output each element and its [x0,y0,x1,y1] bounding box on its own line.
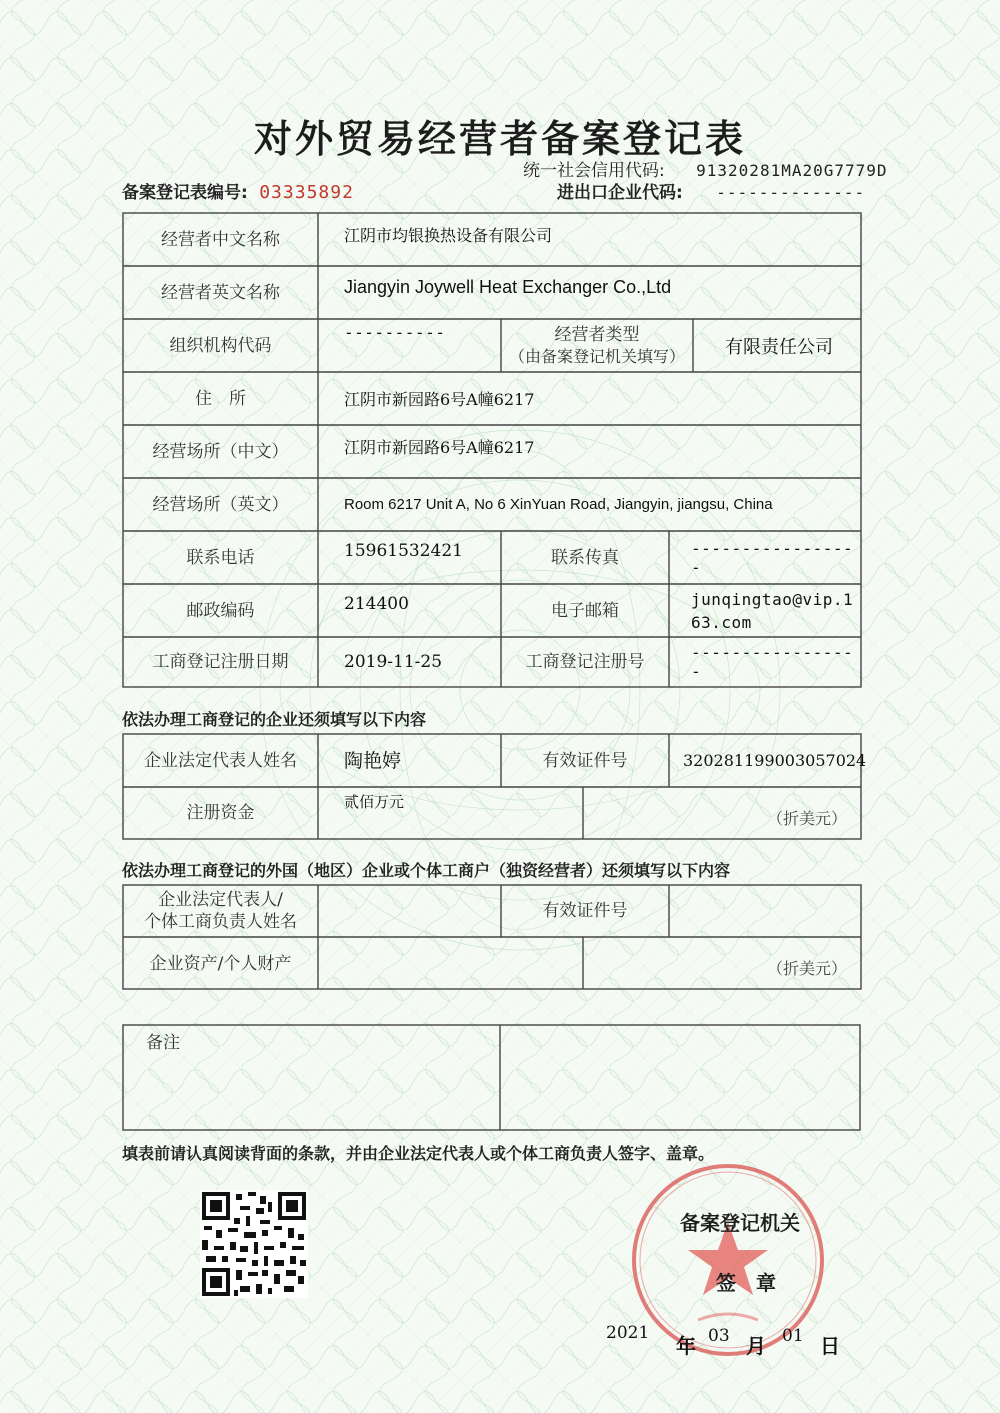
year-label: 年 [676,1334,696,1358]
email-value [669,584,861,637]
legal-rep-value: 陶艳婷 [344,750,402,772]
capital-label: 注册资金 [186,803,255,823]
reg-no-label: 工商登记注册号 [525,652,645,672]
postcode-value: 214400 [344,594,409,614]
cn-name-value: 江阴市均银换热设备有限公司 [344,226,553,245]
section1-heading: 依法办理工商登记的企业还须填写以下内容 [122,710,427,729]
capital-unit: （折美元） [766,809,847,828]
remarks-label: 备注 [146,1033,180,1053]
biz-address-cn-value: 江阴市新园路6号A幢6217 [344,438,535,457]
assets-unit: （折美元） [766,959,847,978]
address-value: 江阴市新园路6号A幢6217 [344,390,535,409]
biz-address-en-value: Room 6217 Unit A, No 6 XinYuan Road, Jiangyin, jiangsu, China [344,496,773,513]
email-line2: 63.com [691,612,752,632]
capital-value: 贰佰万元 [344,793,405,811]
en-name-label: 经营者英文名称 [161,282,280,303]
foreign-rep-label-line1: 企业法定代表人/ [158,890,283,910]
org-code-label: 组织机构代码 [169,335,272,356]
reg-date-label: 工商登记注册日期 [152,652,289,672]
foreign-rep-label [123,885,318,937]
date-day: 01 [782,1326,804,1346]
operator-type-value: 有限责任公司 [725,336,833,358]
cn-name-label: 经营者中文名称 [161,229,280,250]
operator-type-label-line2: （由备案登记机关填写） [508,346,685,366]
date-year: 2021 [606,1323,650,1343]
fax-label: 联系传真 [551,547,619,568]
biz-address-en-label: 经营场所（英文） [152,494,289,515]
id-number-value: 320281199003057024 [683,751,867,770]
reg-no-value: ----------------- [691,643,854,681]
postcode-label: 邮政编码 [186,600,255,621]
form-number-label: 备案登记表编号: [122,183,248,203]
qr-code [200,1190,308,1298]
sign-label: 签 章 [716,1271,776,1295]
day-label: 日 [820,1334,840,1358]
operator-type-label-line1: 经营者类型 [554,324,640,345]
form-title: 对外贸易经营者备案登记表 [253,117,746,161]
address-label: 住 所 [195,388,246,409]
credit-code-label: 统一社会信用代码: [523,161,665,181]
reg-date-value: 2019-11-25 [344,652,443,672]
phone-label: 联系电话 [186,547,255,568]
phone-value: 15961532421 [344,541,463,561]
email-line1: junqingtao@vip.1 [691,589,854,609]
section2-heading: 依法办理工商登记的外国（地区）企业或个体工商户（独资经营者）还须填写以下内容 [122,861,731,880]
ie-code-value: -------------- [716,183,866,202]
month-label: 月 [746,1334,766,1358]
legal-rep-label: 企业法定代表人姓名 [144,750,297,771]
assets-label: 企业资产/个人财产 [149,954,292,974]
en-name-value: Jiangyin Joywell Heat Exchanger Co.,Ltd [344,277,672,297]
fax-value: ----------------- [691,538,854,577]
authority-label: 备案登记机关 [680,1211,800,1235]
ie-code-label: 进出口企业代码: [557,183,683,203]
email-label: 电子邮箱 [551,600,619,621]
credit-code-value: 91320281MA20G7779D [696,161,888,180]
org-code-value: ---------- [344,323,446,342]
biz-address-cn-label: 经营场所（中文） [152,441,289,462]
operator-type-label [501,319,693,372]
form-number-value: 03335892 [259,182,354,203]
id-number-label: 有效证件号 [542,750,628,771]
footer-note: 填表前请认真阅读背面的条款，并由企业法定代表人或个体工商负责人签字、盖章。 [122,1144,715,1163]
foreign-rep-label-line2: 个体工商负责人姓名 [144,912,297,932]
foreign-id-label: 有效证件号 [542,901,628,921]
date-month: 03 [708,1326,730,1346]
